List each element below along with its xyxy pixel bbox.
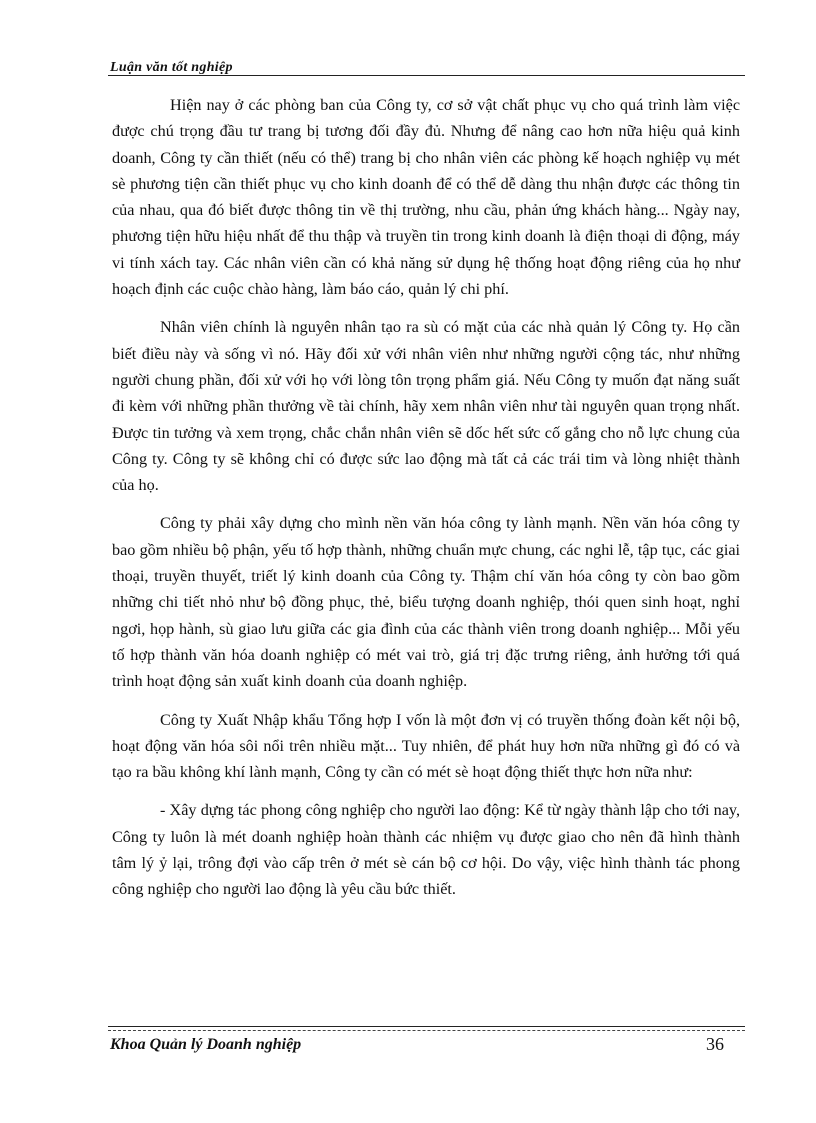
document-body — [112, 92, 740, 915]
paragraph: Công ty Xuất Nhập khẩu Tổng hợp I vốn là một đơn vị có truyền thống đoàn kết nội bộ, hoạt động văn hóa sôi nổi trên nhiều mặt... Tuy nhiên, để phát huy hơn nữa những gì đó có và tạo ra bầu không khí lành mạnh, Công ty cần có mét sè hoạt động thiết thực hơn nữa như: — [112, 710, 740, 782]
header-divider — [108, 75, 745, 76]
footer-department: Khoa Quản lý Doanh nghiệp — [110, 1036, 302, 1053]
paragraph: Nhân viên chính là nguyên nhân tạo ra sù có mặt của các nhà quản lý Công ty. Họ cần biết điều này và sống vì nó. Hãy đối xử với nhân viên như những người cộng tác, như những người chung phần, đối xử với họ với lòng tôn trọng phẩm giá. Nếu Công ty muốn đạt năng suất đi kèm với những phần thưởng về tài chính, hãy xem nhân viên như tài nguyên quan trọng nhất. Được tin tưởng và xem trọng, chắc chắn nhân viên sẽ dốc hết sức cố gắng cho nỗ lực chung của Công ty. Công ty sẽ không chỉ có được sức lao động mà tất cả các trái tim và lòng nhiệt thành của họ. — [112, 318, 740, 495]
footer-divider-dashed — [108, 1030, 745, 1031]
paragraph: Công ty phải xây dựng cho mình nền văn hóa công ty lành mạnh. Nền văn hóa công ty bao gồm nhiều bộ phận, yếu tố hợp thành, những chuẩn mực chung, các nghi lễ, tập tục, các giai thoại, truyền thuyết, triết lý kinh doanh của Công ty. Thậm chí văn hóa công ty còn bao gồm những chi tiết nhỏ như bộ đồng phục, thẻ, biểu tượng doanh nghiệp, thói quen sinh hoạt, nghỉ ngơi, họp hành, sù giao lưu giữa các gia đình của các thành viên trong doanh nghiệp... Mỗi yếu tố hợp thành văn hóa doanh nghiệp có mét vai trò, giá trị đặc trưng riêng, ảnh hưởng tới quá trình hoạt động sản xuất kinh doanh của doanh nghiệp. — [112, 514, 740, 691]
page-number: 36 — [706, 1034, 724, 1054]
paragraph: - Xây dựng tác phong công nghiệp cho người lao động: Kể từ ngày thành lập cho tới nay, Công ty luôn là mét doanh nghiệp hoàn thành các nhiệm vụ được giao cho nên đã hình thành tâm lý ỷ lại, trông đợi vào cấp trên ở mét sè cán bộ cơ hội. Do vậy, việc hình thành tác phong công nghiệp cho người lao động là yêu cầu bức thiết. — [112, 801, 740, 899]
footer-divider — [108, 1026, 745, 1027]
running-header-title: Luận văn tốt nghiệp — [110, 60, 233, 75]
paragraph: Hiện nay ở các phòng ban của Công ty, cơ sở vật chất phục vụ cho quá trình làm việc được chú trọng đầu tư trang bị tương đối đầy đủ. Nhưng để nâng cao hơn nữa hiệu quả kinh doanh, Công ty cần thiết (nếu có thể) trang bị cho nhân viên các phòng kế hoạch nghiệp vụ mét sè phương tiện cần thiết phục vụ cho kinh doanh để có thể dễ dàng thu nhận được các thông tin của nhau, qua đó biết được thông tin về thị trường, nhu cầu, phản ứng khách hàng... Ngày nay, phương tiện hữu hiệu nhất để thu thập và truyền tin trong kinh doanh là điện thoại di động, máy vi tính xách tay. Các nhân viên cần có khả năng sử dụng hệ thống hoạt động riêng của họ như hoạch định các cuộc chào hàng, làm báo cáo, quản lý chi phí. — [112, 96, 740, 299]
